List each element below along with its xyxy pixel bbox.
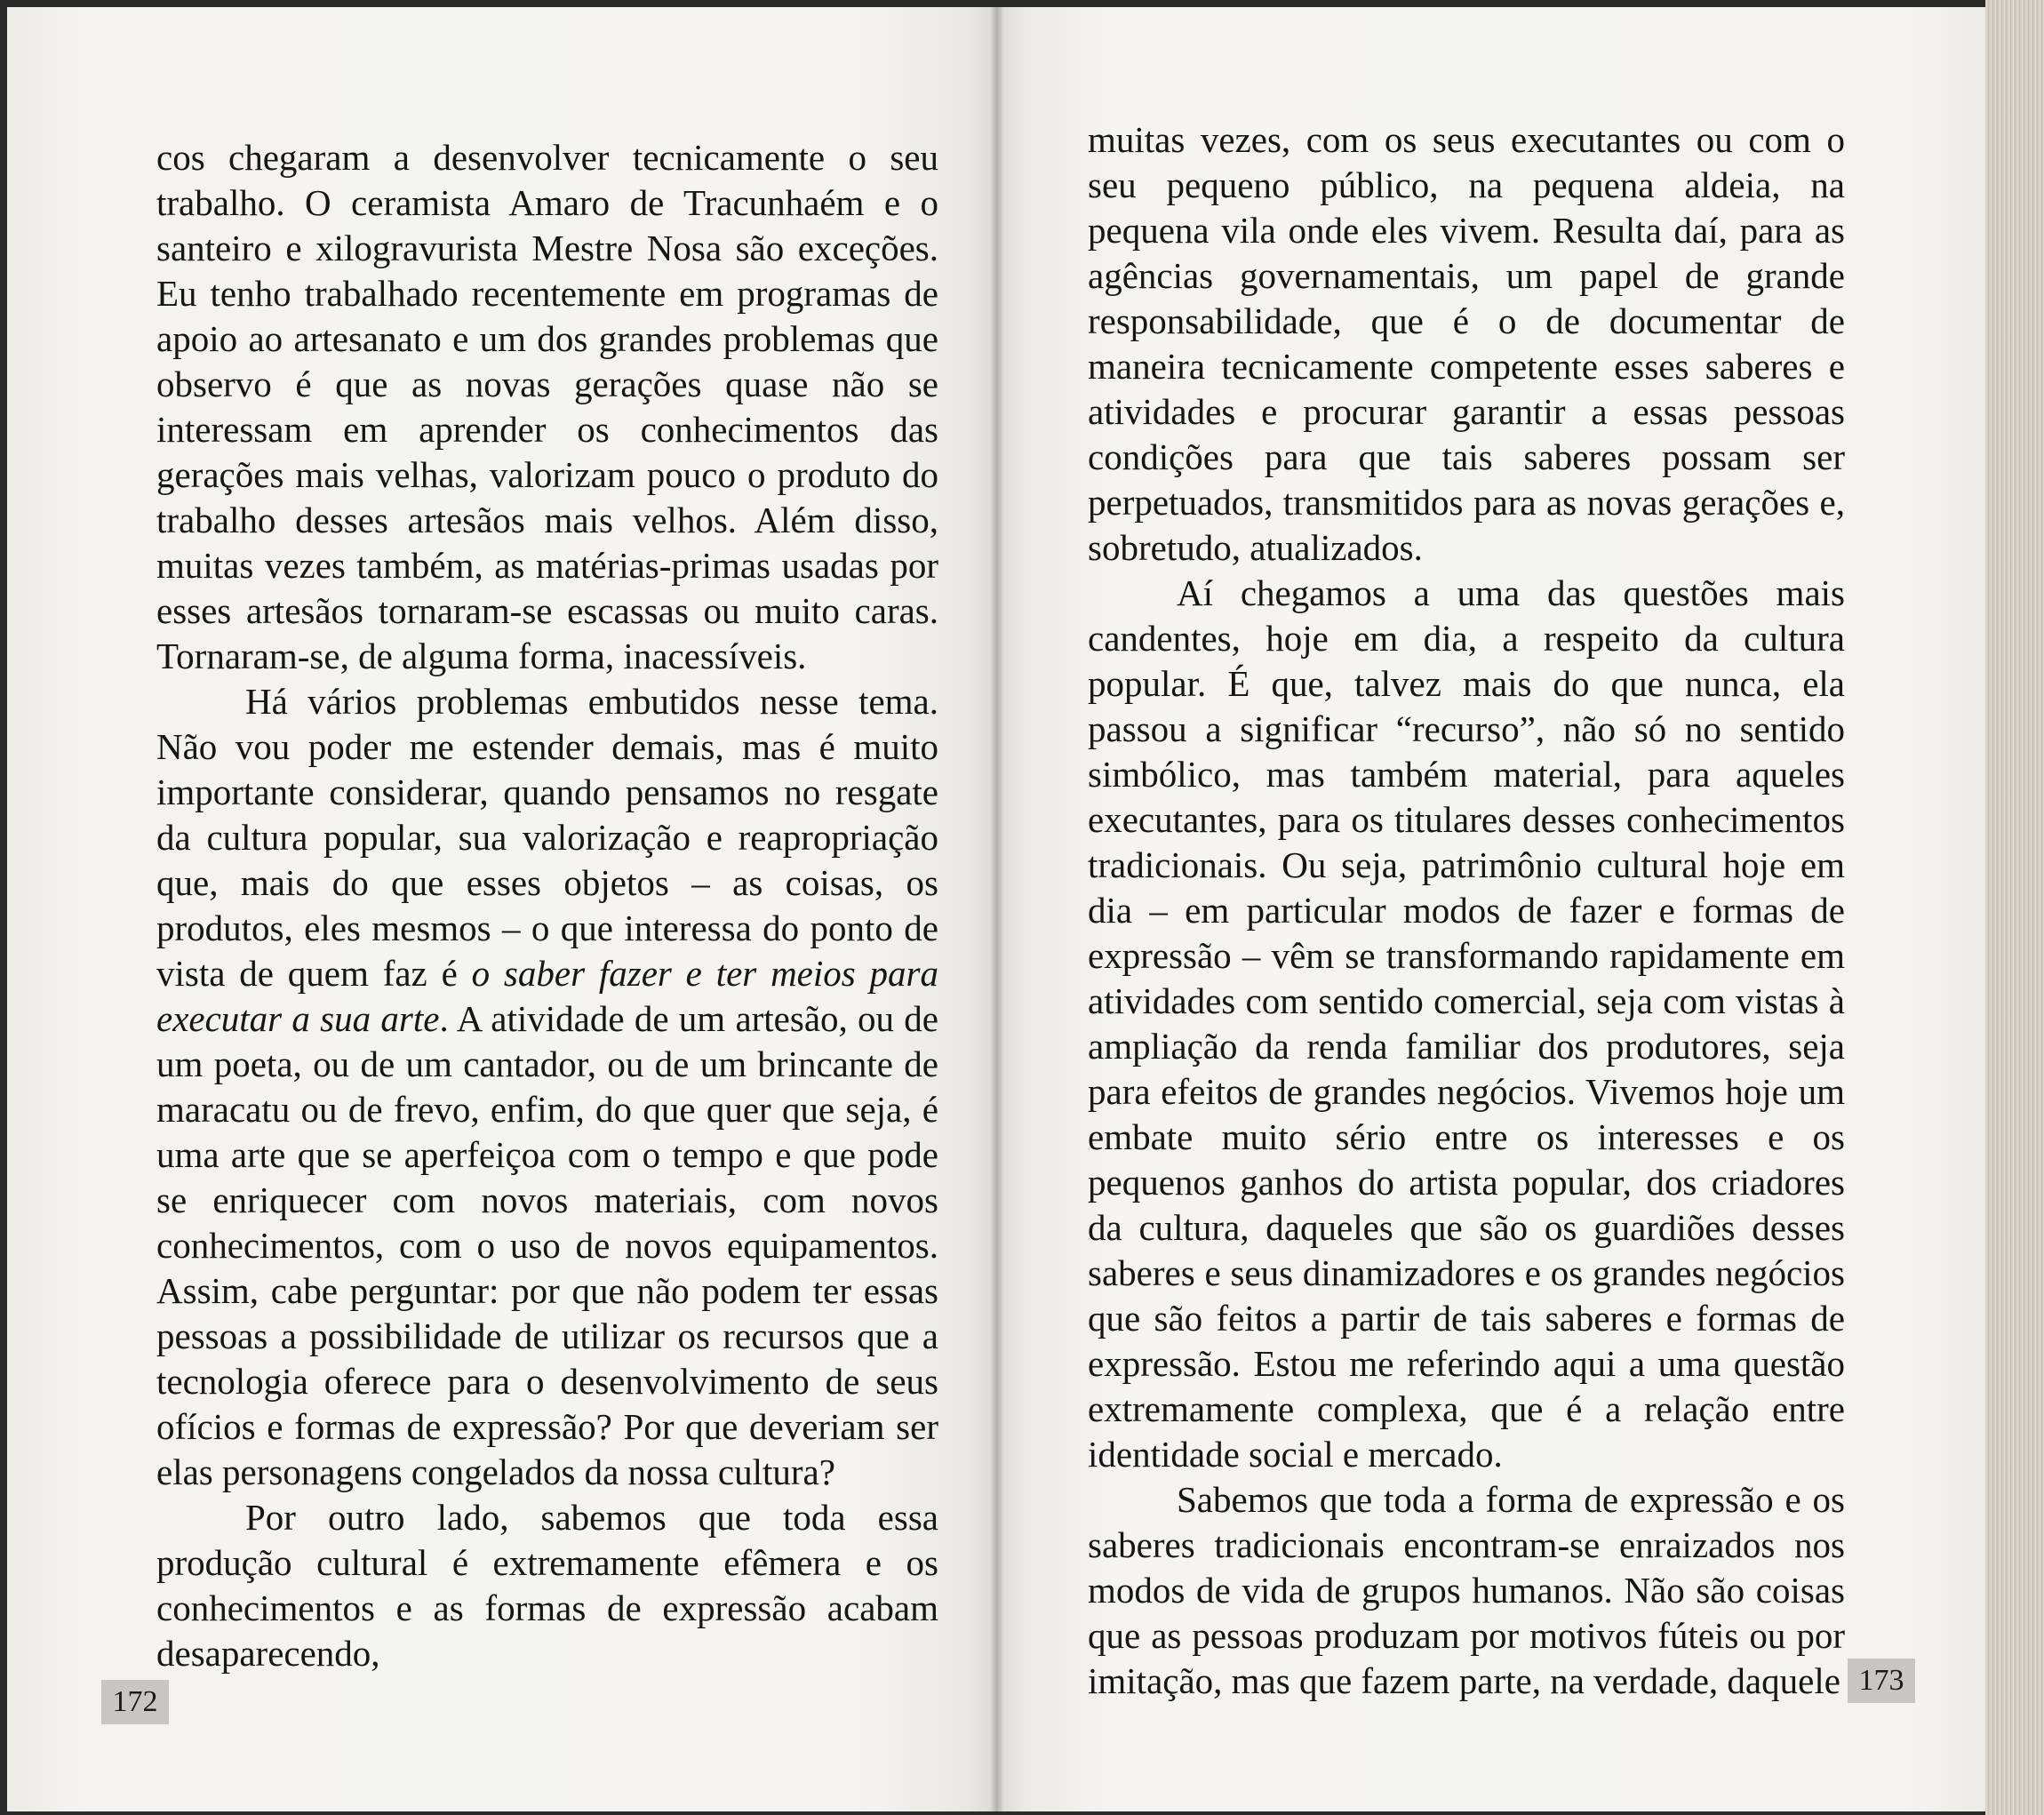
paragraph (156, 135, 938, 679)
page-edges (1985, 0, 2044, 1815)
page-number: 172 (101, 1680, 169, 1724)
paragraph (1088, 117, 1845, 571)
text-run: Há vários problemas embutidos nesse tema. Não vou poder me estender demais, mas é muito importante considerar, quando pensamos no resgate da cultura popular, sua valorização e reapropriação que, mais do que esses objetos – as coisas, os produtos, eles mesmos – o que interessa do ponto de vista de quem faz é (156, 681, 938, 994)
right-page (997, 7, 1985, 1811)
left-page-text (156, 135, 938, 1676)
text-run: muitas vezes, com os seus executantes ou com o seu pequeno público, na pequena aldeia, na pequena vila onde eles vivem. Resulta daí, para as agências governamentais, um papel de grande responsabilidade, que é o de documentar de maneira tecnicamente competente esses saberes e atividades e procurar garantir a essas pessoas condições para que tais saberes possam ser perpetuados, transmitidos para as novas gerações e, sobretudo, atualizados. (1088, 119, 1845, 568)
paragraph (156, 679, 938, 1495)
italic-text-run: o saber fazer e ter meios para executar a sua arte (156, 953, 938, 1039)
text-run: Aí chegamos a uma das questões mais candentes, hoje em dia, a respeito da cultura popular. É que, talvez mais do que nunca, ela passou a significar “recurso”, não só no sentido simbólico, mas também material, para aqueles executantes, para os titulares desses conhecimentos tradicionais. Ou seja, patrimônio cultural hoje em dia – em particular modos de fazer e formas de expressão – vêm se transformando rapidamente em atividades com sentido comercial, seja com vistas à ampliação da renda familiar dos produtores, seja para efeitos de grandes negócios. Vivemos hoje um embate muito sério entre os interesses e os pequenos ganhos do artista popular, dos criadores da cultura, daqueles que são os guardiões desses saberes e seus dinamizadores e os grandes negócios que são feitos a partir de tais saberes e formas de expressão. Estou me referindo aqui a uma questão extremamente complexa, que é a relação entre identidade social e mercado. (1088, 572, 1845, 1475)
page-number: 173 (1848, 1659, 1915, 1703)
right-page-text (1088, 117, 1845, 1704)
text-run: Por outro lado, sabemos que toda essa produção cultural é extremamente efêmera e os conhecimentos e as formas de expressão acabam desaparecendo, (156, 1497, 938, 1674)
text-run: Sabemos que toda a forma de expressão e os saberes tradicionais encontram-se enraizados nos modos de vida de grupos humanos. Não são coisas que as pessoas produzam por motivos fúteis ou por imitação, mas que fazem parte, na verdade, daquele (1088, 1479, 1845, 1701)
left-page (7, 7, 997, 1811)
paragraph (156, 1495, 938, 1676)
text-run: cos chegaram a desenvolver tecnicamente o seu trabalho. O ceramista Amaro de Tracunhaém e o santeiro e xilogravurista Mestre Nosa são exceções. Eu tenho trabalhado recentemente em programas de apoio ao artesanato e um dos grandes problemas que observo é que as novas gerações quase não se interessam em aprender os conhecimentos das gerações mais velhas, valorizam pouco o produto do trabalho desses artesãos mais velhos. Além disso, muitas vezes também, as matérias-primas usadas por esses artesãos tornaram-se escassas ou muito caras. Tornaram-se, de alguma forma, inacessíveis. (156, 137, 938, 676)
text-run: . A atividade de um artesão, ou de um poeta, ou de um cantador, ou de um brincante de maracatu ou de frevo, enfim, do que quer que seja, é uma arte que se aperfeiçoa com o tempo e que pode se enriquecer com novos materiais, com novos conhecimentos, com o uso de novos equipamentos. Assim, cabe perguntar: por que não podem ter essas pessoas a possibilidade de utilizar os recursos que a tecnologia oferece para o desenvolvimento de seus ofícios e formas de expressão? Por que deveriam ser elas personagens congelados da nossa cultura? (156, 998, 939, 1492)
paragraph (1088, 1477, 1845, 1704)
paragraph (1088, 571, 1845, 1477)
